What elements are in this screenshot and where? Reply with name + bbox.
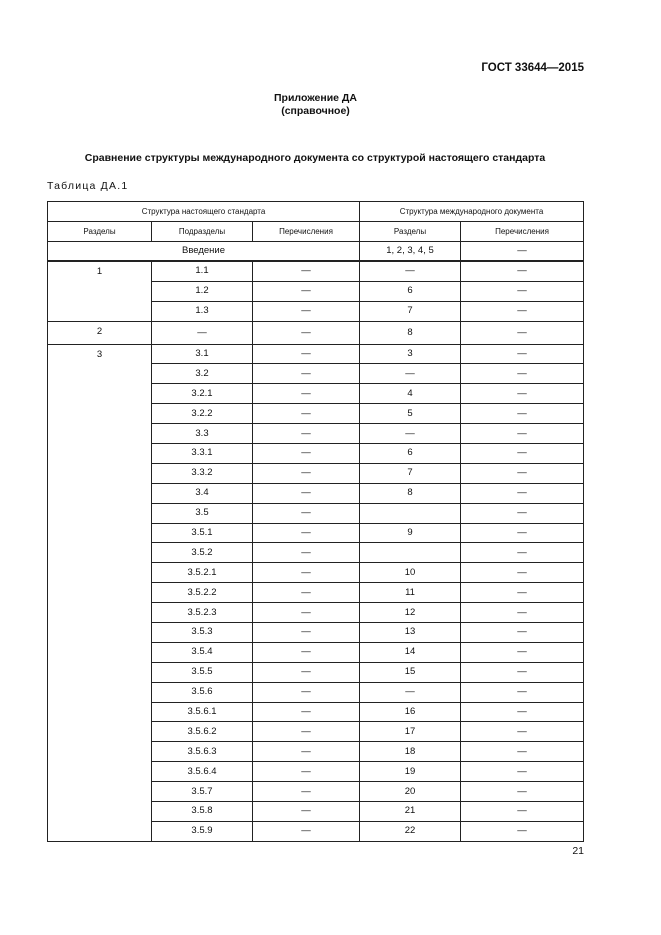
intl-sections-cell: 1, 2, 3, 4, 5 — [360, 242, 461, 262]
intl-section-cell: 17 — [360, 722, 461, 742]
subsection-cell: 3.5.2 — [152, 543, 253, 563]
items-cell: — — [253, 563, 360, 583]
section-cell: 1 — [48, 261, 152, 321]
subsection-cell: 3.5.6.1 — [152, 702, 253, 722]
section-cell: 2 — [48, 321, 152, 344]
items-cell: — — [253, 321, 360, 344]
subsection-cell: 3.5.6.4 — [152, 762, 253, 782]
column-header: Подразделы — [152, 222, 253, 242]
intl-items-cell: — — [461, 563, 584, 583]
intl-items-cell: — — [461, 722, 584, 742]
intl-items-cell: — — [461, 702, 584, 722]
subsection-cell: 1.1 — [152, 261, 253, 281]
appendix-subtitle: (справочное) — [281, 105, 350, 117]
items-cell: — — [253, 603, 360, 623]
intl-items-cell: — — [461, 261, 584, 281]
intl-items-cell: — — [461, 384, 584, 404]
intl-section-cell: 12 — [360, 603, 461, 623]
subsection-cell: 3.5.9 — [152, 821, 253, 841]
items-cell: — — [253, 682, 360, 702]
column-header: Разделы — [360, 222, 461, 242]
table-body — [48, 242, 584, 842]
items-cell: — — [253, 702, 360, 722]
intl-section-cell: — — [360, 364, 461, 384]
table-row — [48, 344, 584, 364]
items-cell: — — [253, 463, 360, 483]
intl-section-cell: 8 — [360, 483, 461, 503]
intl-section-cell: 7 — [360, 301, 461, 321]
intl-section-cell: 5 — [360, 404, 461, 424]
column-header: Перечисления — [253, 222, 360, 242]
items-cell: — — [253, 301, 360, 321]
subsection-cell: 3.1 — [152, 344, 253, 364]
subsection-cell: 3.3.2 — [152, 463, 253, 483]
subsection-cell: 3.3 — [152, 424, 253, 444]
intl-items-cell: — — [461, 483, 584, 503]
subsection-cell: 3.5.6.2 — [152, 722, 253, 742]
intl-items-cell: — — [461, 424, 584, 444]
page-number: 21 — [572, 845, 584, 857]
subsection-cell: 3.5 — [152, 503, 253, 523]
group-header-international: Структура международного документа — [360, 202, 584, 222]
items-cell: — — [253, 583, 360, 603]
document-heading: Сравнение структуры международного документа со структурой настоящего стандарта — [84, 152, 546, 164]
intl-items-cell: — — [461, 583, 584, 603]
intl-section-cell: 10 — [360, 563, 461, 583]
intl-section-cell — [360, 503, 461, 523]
intl-section-cell — [360, 543, 461, 563]
table-row — [48, 242, 584, 262]
intl-items-cell: — — [461, 821, 584, 841]
intl-section-cell: 3 — [360, 344, 461, 364]
intl-section-cell: 6 — [360, 444, 461, 464]
intl-items-cell: — — [461, 523, 584, 543]
intl-items-cell: — — [461, 762, 584, 782]
items-cell: — — [253, 802, 360, 822]
intl-items-cell: — — [461, 444, 584, 464]
intl-section-cell: 8 — [360, 321, 461, 344]
intl-section-cell: 15 — [360, 662, 461, 682]
intl-section-cell: 19 — [360, 762, 461, 782]
items-cell: — — [253, 642, 360, 662]
intl-section-cell: 11 — [360, 583, 461, 603]
intl-items-cell: — — [461, 301, 584, 321]
intl-section-cell: 22 — [360, 821, 461, 841]
group-header-national: Структура настоящего стандарта — [48, 202, 360, 222]
intl-section-cell: 18 — [360, 742, 461, 762]
intl-items-cell: — — [461, 603, 584, 623]
intl-section-cell: 6 — [360, 281, 461, 301]
items-cell: — — [253, 623, 360, 643]
intl-section-cell: 21 — [360, 802, 461, 822]
intl-items-cell: — — [461, 543, 584, 563]
intl-items-cell: — — [461, 344, 584, 364]
subsection-cell: 3.3.1 — [152, 444, 253, 464]
structure-comparison-table — [47, 201, 584, 842]
subsection-cell: 3.5.8 — [152, 802, 253, 822]
items-cell: — — [253, 364, 360, 384]
intl-items-cell: — — [461, 281, 584, 301]
table-row — [48, 261, 584, 281]
intl-items-cell: — — [461, 623, 584, 643]
intl-items-cell: — — [461, 364, 584, 384]
intl-items-cell: — — [461, 802, 584, 822]
intl-section-cell: 14 — [360, 642, 461, 662]
subsection-cell: 1.2 — [152, 281, 253, 301]
column-header: Перечисления — [461, 222, 584, 242]
intl-section-cell: 4 — [360, 384, 461, 404]
intl-section-cell: 9 — [360, 523, 461, 543]
subsection-cell: 1.3 — [152, 301, 253, 321]
items-cell: — — [253, 261, 360, 281]
subsection-cell: 3.2.1 — [152, 384, 253, 404]
intl-items-cell: — — [461, 662, 584, 682]
intl-items-cell: — — [461, 503, 584, 523]
items-cell: — — [253, 281, 360, 301]
items-cell: — — [253, 344, 360, 364]
intl-items-cell: — — [461, 321, 584, 344]
items-cell: — — [253, 762, 360, 782]
intl-section-cell: 13 — [360, 623, 461, 643]
subsection-cell: 3.2 — [152, 364, 253, 384]
intl-items-cell: — — [461, 642, 584, 662]
items-cell: — — [253, 821, 360, 841]
items-cell: — — [253, 742, 360, 762]
subsection-cell: 3.5.2.3 — [152, 603, 253, 623]
subsection-cell: 3.5.1 — [152, 523, 253, 543]
items-cell: — — [253, 662, 360, 682]
column-header: Разделы — [48, 222, 152, 242]
standard-code: ГОСТ 33644—2015 — [481, 62, 584, 74]
intl-items-cell: — — [461, 782, 584, 802]
items-cell: — — [253, 424, 360, 444]
appendix-title: Приложение ДА — [274, 92, 357, 104]
subsection-cell: 3.5.5 — [152, 662, 253, 682]
subsection-cell: 3.5.3 — [152, 623, 253, 643]
items-cell: — — [253, 523, 360, 543]
subsection-cell: 3.5.4 — [152, 642, 253, 662]
intl-section-cell: — — [360, 424, 461, 444]
intl-items-cell: — — [461, 682, 584, 702]
items-cell: — — [253, 404, 360, 424]
subsection-cell: 3.5.2.2 — [152, 583, 253, 603]
intl-items-cell: — — [461, 404, 584, 424]
section-cell: 3 — [48, 344, 152, 841]
subsection-cell: 3.2.2 — [152, 404, 253, 424]
intl-section-cell: — — [360, 261, 461, 281]
subsection-cell: 3.5.7 — [152, 782, 253, 802]
table-caption: Таблица ДА.1 — [47, 180, 129, 192]
intl-section-cell: 16 — [360, 702, 461, 722]
subsection-cell: 3.5.6.3 — [152, 742, 253, 762]
subsection-cell: 3.4 — [152, 483, 253, 503]
subsection-cell: — — [152, 321, 253, 344]
items-cell: — — [253, 503, 360, 523]
appendix-heading — [0, 92, 631, 118]
intl-section-cell: 7 — [360, 463, 461, 483]
items-cell: — — [253, 384, 360, 404]
items-cell: — — [253, 782, 360, 802]
table-row — [48, 321, 584, 344]
subsection-cell: 3.5.6 — [152, 682, 253, 702]
intro-label: Введение — [48, 242, 360, 262]
intl-items-cell: — — [461, 463, 584, 483]
items-cell: — — [253, 444, 360, 464]
intl-section-cell: — — [360, 682, 461, 702]
intl-items-cell: — — [461, 242, 584, 262]
items-cell: — — [253, 483, 360, 503]
subsection-cell: 3.5.2.1 — [152, 563, 253, 583]
intl-items-cell: — — [461, 742, 584, 762]
intl-section-cell: 20 — [360, 782, 461, 802]
items-cell: — — [253, 543, 360, 563]
items-cell: — — [253, 722, 360, 742]
